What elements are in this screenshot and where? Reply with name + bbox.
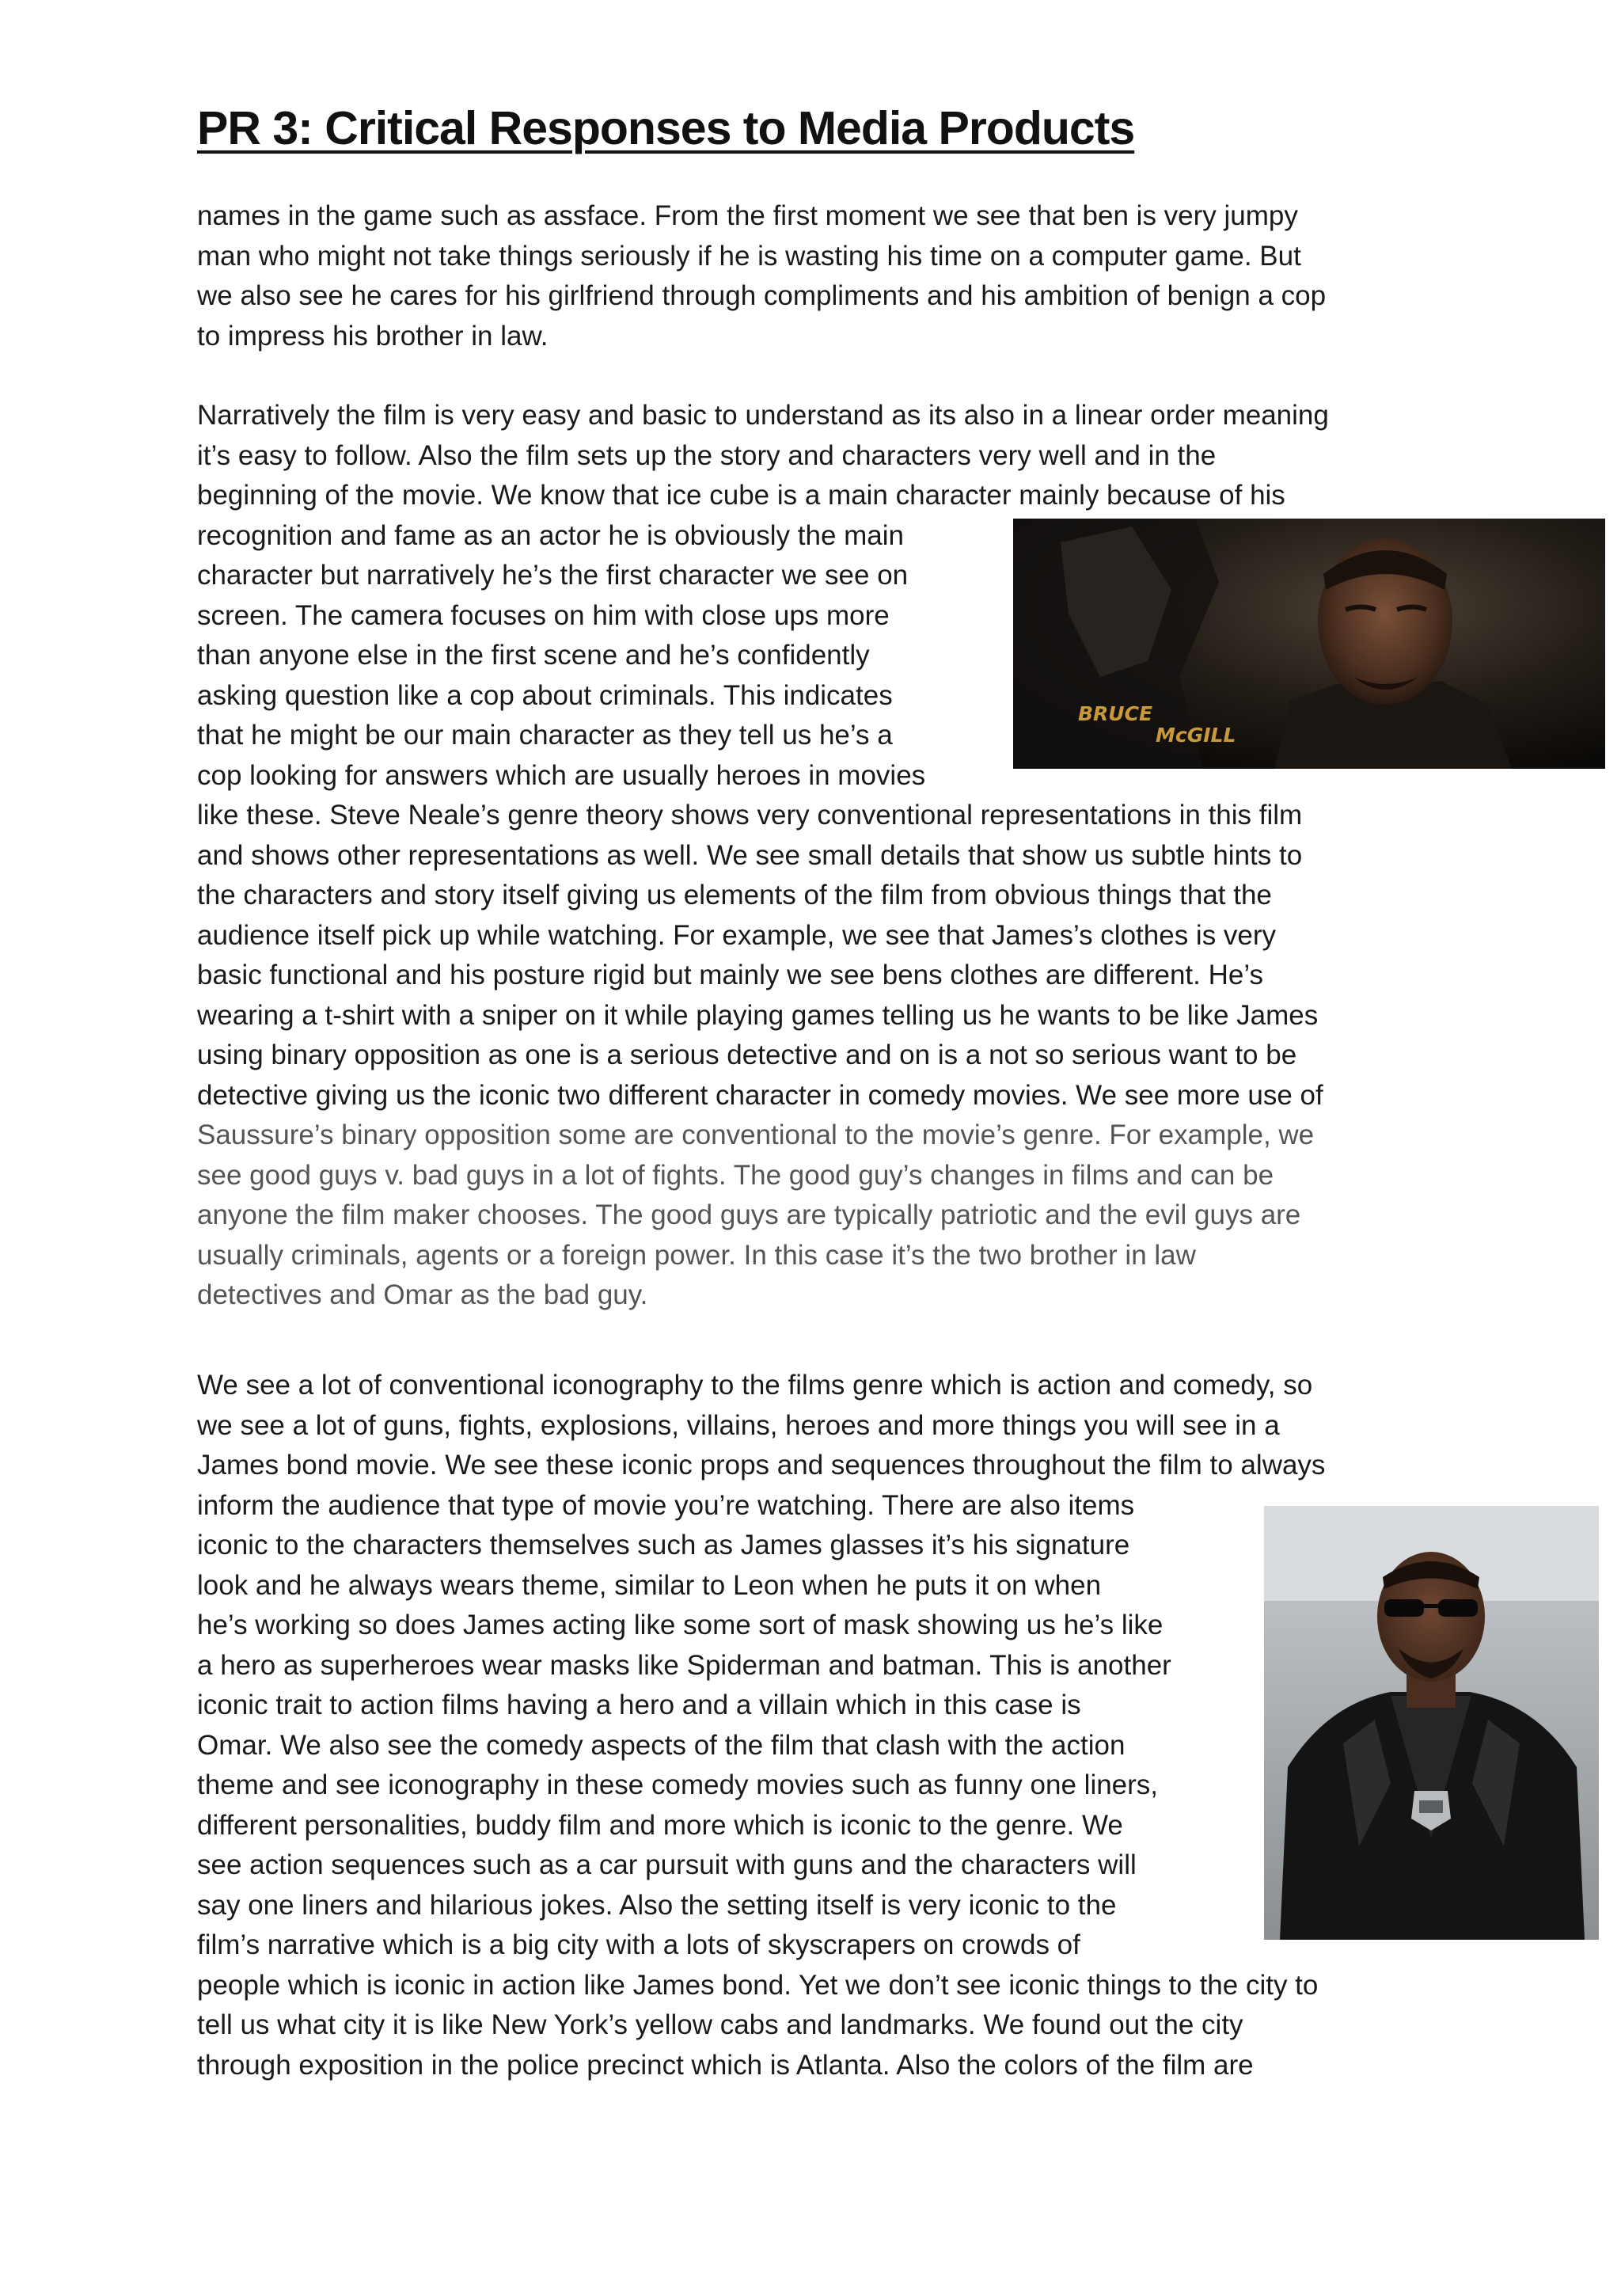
text-line: that he might be our main character as they tell us he’s a [197, 720, 893, 751]
text-line: asking question like a cop about criminals. This indicates [197, 679, 893, 711]
text-line: using binary opposition as one is a serious detective and on is a not so serious want to be [197, 1040, 1297, 1070]
text-line: say one liners and hilarious jokes. Also the setting itself is very iconic to the [197, 1889, 1117, 1921]
text-line: audience itself pick up while watching. For example, we see that James’s clothes is very [197, 919, 1277, 951]
film-still-graphic [1013, 519, 1605, 769]
text-line: it’s easy to follow. Also the film sets up the story and characters very well and in the [197, 439, 1217, 471]
text-line: Saussure’s binary opposition some are conventional to the movie’s genre. For example, we [197, 1119, 1315, 1150]
text-line: iconic trait to action films having a hero and a villain which in this case is [197, 1690, 1081, 1720]
text-line: iconic to the characters themselves such as James glasses it’s his signature [197, 1530, 1130, 1560]
text-line: film’s narrative which is a big city with a lots of skyscrapers on crowds of [197, 1929, 1080, 1960]
text-line: people which is iconic in action like James bond. Yet we don’t see iconic things to the city to [197, 1969, 1319, 2001]
text-line: Narratively the film is very easy and basic to understand as its also in a linear order meaning [197, 400, 1329, 431]
text-line: names in the game such as assface. From the first moment we see that ben is very jumpy [197, 200, 1298, 231]
text-line: the characters and story itself giving us elements of the film from obvious things that the [197, 880, 1272, 910]
text-line: he’s working so does James acting like some sort of mask showing us he’s like [197, 1610, 1164, 1640]
film-still-image [1013, 519, 1605, 769]
text-line: anyone the film maker chooses. The good guys are typically patriotic and the evil guys are [197, 1199, 1301, 1230]
character-portrait-image [1264, 1506, 1599, 1940]
text-line: man who might not take things seriously if he is wasting his time on a computer game. But [197, 240, 1301, 272]
text-line: James bond movie. We see these iconic props and sequences throughout the film to always [197, 1450, 1326, 1481]
text-line: we see a lot of guns, fights, explosions, villains, heroes and more things you will see in a [197, 1409, 1280, 1441]
page-title: PR 3: Critical Responses to Media Products [197, 102, 1135, 154]
text-line: see action sequences such as a car pursuit with guns and the characters will [197, 1849, 1137, 1880]
text-line: recognition and fame as an actor he is obviously the main [197, 519, 905, 551]
text-line: Omar. We also see the comedy aspects of the film that clash with the action [197, 1729, 1126, 1761]
text-line: character but narratively he’s the first character we see on [197, 560, 909, 591]
paragraph-1 [197, 196, 1326, 356]
text-line: see good guys v. bad guys in a lot of fights. The good guy’s changes in films and can be [197, 1159, 1274, 1191]
text-line: different personalities, buddy film and more which is iconic to the genre. We [197, 1809, 1123, 1841]
text-line: beginning of the movie. We know that ice cube is a main character mainly because of his [197, 480, 1285, 511]
text-line: inform the audience that type of movie you’re watching. There are also items [197, 1489, 1135, 1521]
text-line: than anyone else in the first scene and he’s confidently [197, 640, 870, 671]
caption-text: BRUCE [1078, 702, 1153, 725]
text-line: a hero as superheroes wear masks like Spiderman and batman. This is another [197, 1649, 1171, 1681]
text-line: usually criminals, agents or a foreign power. In this case it’s the two brother in law [197, 1239, 1196, 1271]
text-line: and shows other representations as well. We see small details that show us subtle hints to [197, 839, 1303, 871]
text-line: to impress his brother in law. [197, 320, 549, 352]
text-line: basic functional and his posture rigid but mainly we see bens clothes are different. He’s [197, 960, 1263, 990]
text-line: look and he always wears theme, similar to Leon when he puts it on when [197, 1569, 1102, 1601]
text-line: detective giving us the iconic two different character in comedy movies. We see more use of [197, 1079, 1323, 1111]
text-line: screen. The camera focuses on him with close ups more [197, 599, 890, 631]
text-line: detectives and Omar as the bad guy. [197, 1279, 648, 1310]
caption-text: McGILL [1156, 724, 1236, 747]
text-line: theme and see iconography in these comedy movies such as funny one liners, [197, 1770, 1159, 1800]
text-line: wearing a t-shirt with a sniper on it while playing games telling us he wants to be like James [197, 999, 1319, 1031]
character-portrait-graphic [1264, 1506, 1599, 1940]
text-line: cop looking for answers which are usually heroes in movies [197, 759, 926, 791]
text-line: through exposition in the police precinct which is Atlanta. Also the colors of the film are [197, 2049, 1254, 2081]
text-line: we also see he cares for his girlfriend through compliments and his ambition of benign a cop [197, 280, 1327, 311]
paragraph-3 [197, 1366, 1325, 2085]
text-line: tell us what city it is like New York’s yellow cabs and landmarks. We found out the city [197, 2009, 1243, 2040]
text-line: like these. Steve Neale’s genre theory shows very conventional representations in this film [197, 800, 1303, 831]
text-line: We see a lot of conventional iconography to the films genre which is action and comedy, so [197, 1370, 1313, 1401]
